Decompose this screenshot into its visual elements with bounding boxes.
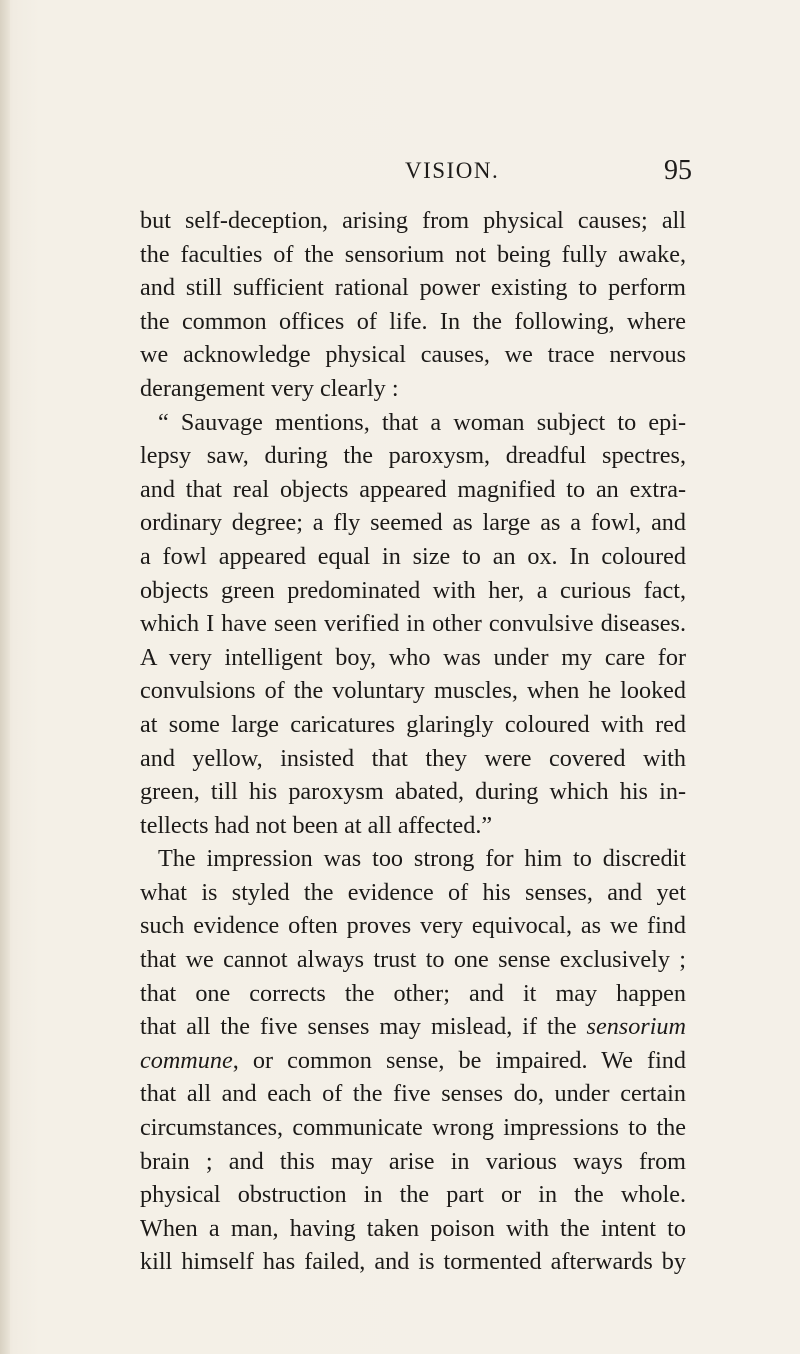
text-line (140, 473, 686, 507)
text-line (140, 1178, 686, 1212)
text-segment: derangement very clearly : (140, 374, 399, 402)
text-segment: a fowl appeared equal in size to an ox. In coloured (140, 542, 686, 570)
text-line (140, 406, 686, 440)
text-segment: , or common sense, be impaired. We find (232, 1046, 686, 1074)
text-segment: When a man, having taken poison with the intent to (140, 1214, 686, 1242)
text-segment: that all and each of the five senses do, under certain (140, 1080, 686, 1108)
text-segment: kill himself has failed, and is tormented afterwards by (140, 1248, 686, 1276)
text-line (140, 708, 686, 742)
text-line (140, 742, 686, 776)
text-segment: that one corrects the other; and it may happen (140, 979, 686, 1007)
text-line (140, 271, 686, 305)
text-line (140, 338, 686, 372)
text-line (140, 1111, 686, 1145)
text-line (140, 809, 686, 843)
text-segment: that we cannot always trust to one sense exclusively ; (140, 946, 686, 974)
text-line (140, 1010, 686, 1044)
text-line (140, 1077, 686, 1111)
text-segment: and yellow, insisted that they were covered with (140, 744, 686, 772)
text-segment: that all the five senses may mislead, if the (140, 1013, 587, 1041)
text-segment: and still sufficient rational power existing to perform (140, 274, 686, 302)
italic-text: sensorium (586, 1013, 686, 1041)
text-segment: what is styled the evidence of his senses, and yet (140, 878, 686, 906)
text-segment: A very intelligent boy, who was under my care for (140, 643, 686, 671)
text-line (140, 238, 686, 272)
text-segment: the faculties of the sensorium not being fully awake, (140, 240, 686, 268)
text-line (140, 674, 686, 708)
text-segment: lepsy saw, during the paroxysm, dreadful spectres, (140, 442, 686, 470)
text-segment: tellects had not been at all affected.” (140, 811, 493, 839)
text-line (140, 439, 686, 473)
body-text (140, 204, 686, 1279)
text-line (140, 1044, 686, 1078)
text-line (140, 1245, 686, 1279)
text-line (140, 641, 686, 675)
text-segment: objects green predominated with her, a curious fact, (140, 576, 686, 604)
text-segment: at some large caricatures glaringly coloured with red (140, 710, 686, 738)
text-segment: brain ; and this may arise in various ways from (140, 1147, 686, 1175)
running-head (0, 155, 800, 194)
text-line (140, 607, 686, 641)
text-segment: The impression was too strong for him to discredit (158, 845, 686, 873)
text-line (140, 574, 686, 608)
page-edge-shadow (0, 0, 10, 1354)
text-line (140, 506, 686, 540)
text-segment: ordinary degree; a fly seemed as large as a fowl, and (140, 509, 686, 537)
text-segment: convulsions of the voluntary muscles, when he looked (140, 677, 686, 705)
text-segment: circumstances, communicate wrong impressions to the (140, 1114, 686, 1142)
text-line (140, 305, 686, 339)
text-line (140, 775, 686, 809)
text-line (140, 204, 686, 238)
text-line (140, 540, 686, 574)
text-segment: “ Sauvage mentions, that a woman subject to epi- (158, 408, 686, 436)
text-line (140, 372, 686, 406)
text-line (140, 943, 686, 977)
text-segment: which I have seen verified in other convulsive diseases. (140, 610, 686, 638)
text-line (140, 842, 686, 876)
text-segment: but self-deception, arising from physical causes; all (140, 207, 686, 234)
text-segment: green, till his paroxysm abated, during which his in- (140, 778, 686, 806)
text-segment: physical obstruction in the part or in the whole. (140, 1181, 686, 1209)
text-segment: the common offices of life. In the following, where (140, 307, 686, 335)
text-line (140, 909, 686, 943)
text-line (140, 876, 686, 910)
text-segment: we acknowledge physical causes, we trace nervous (140, 341, 686, 369)
text-line (140, 1212, 686, 1246)
italic-text: commune (140, 1046, 233, 1074)
text-line (140, 1145, 686, 1179)
running-head-title: VISION. (405, 158, 500, 183)
text-segment: such evidence often proves very equivocal, as we find (140, 912, 686, 940)
text-line (140, 977, 686, 1011)
text-segment: and that real objects appeared magnified to an extra- (140, 475, 686, 503)
page-number: 95 (664, 155, 692, 186)
